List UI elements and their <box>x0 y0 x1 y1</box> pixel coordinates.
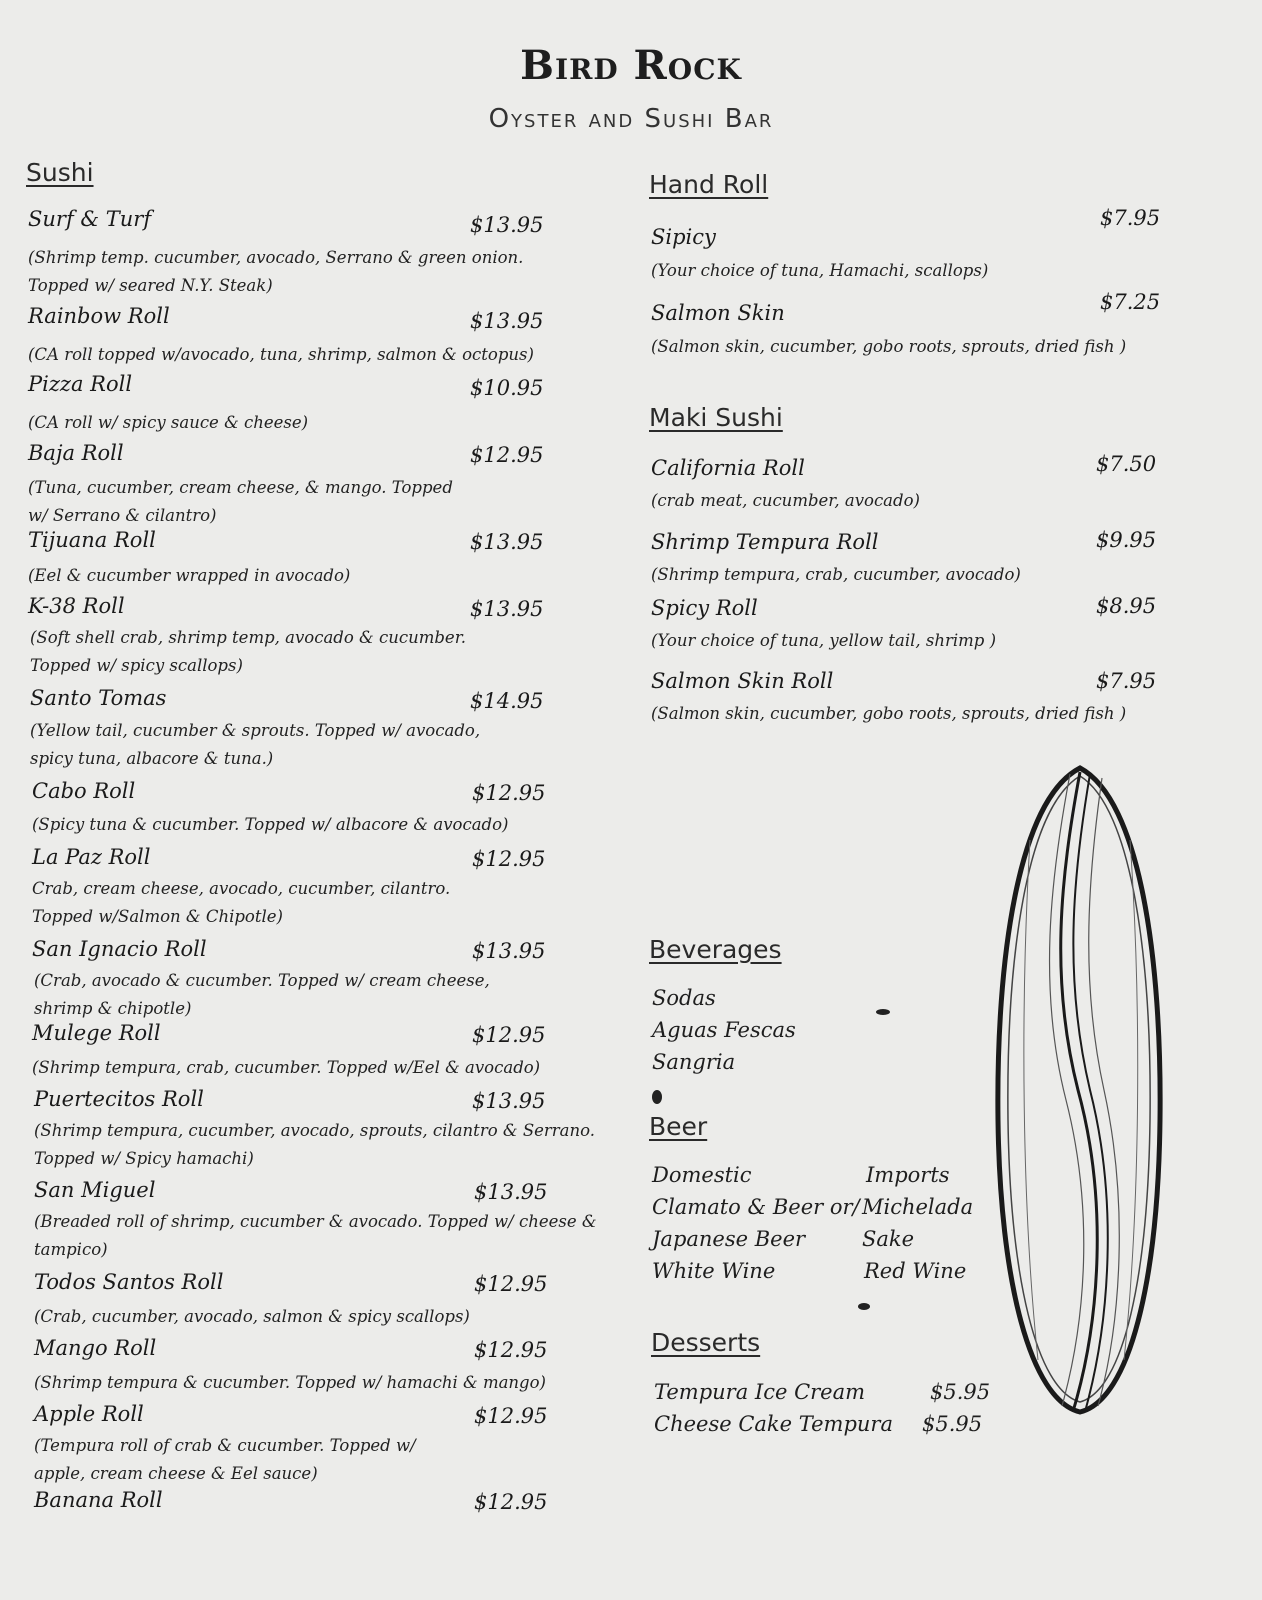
sushi-item-price: $13.95 <box>470 213 544 237</box>
sushi-item-name: Santo Tomas <box>30 686 167 710</box>
maki-item-price: $8.95 <box>1096 594 1157 618</box>
hand-roll-item-desc: (Salmon skin, cucumber, gobo roots, sprouts, dried fish ) <box>651 337 1127 356</box>
restaurant-title: Bird Rock <box>520 42 742 89</box>
maki-item-price: $9.95 <box>1096 528 1157 552</box>
maki-item-desc: (Shrimp tempura, crab, cucumber, avocado) <box>651 565 1021 584</box>
sushi-item-name: Mulege Roll <box>32 1021 161 1045</box>
maki-item-name: Spicy Roll <box>651 596 758 620</box>
maki-item-name: Salmon Skin Roll <box>651 669 834 693</box>
dessert-item-name: Cheese Cake Tempura <box>654 1412 893 1436</box>
sushi-item-name: K-38 Roll <box>28 594 125 618</box>
sushi-item-name: Baja Roll <box>28 441 124 465</box>
maki-item-name: Shrimp Tempura Roll <box>651 530 879 554</box>
sushi-item-name: Tijuana Roll <box>28 528 156 552</box>
sushi-item-desc: (Breaded roll of shrimp, cucumber & avocado. Topped w/ cheese & tampico) <box>34 1212 597 1259</box>
sushi-item-desc: (Spicy tuna & cucumber. Topped w/ albacore & avocado) <box>32 815 509 834</box>
ink-speck <box>652 1090 662 1104</box>
sushi-item-price: $13.95 <box>470 309 544 333</box>
sushi-item-desc: Crab, cream cheese, avocado, cucumber, cilantro. Topped w/Salmon & Chipotle) <box>32 879 451 926</box>
sushi-item-price: $12.95 <box>474 1490 548 1514</box>
desserts-heading: Desserts <box>651 1328 761 1357</box>
sushi-item-price: $13.95 <box>474 1180 548 1204</box>
beer-heading: Beer <box>649 1112 708 1141</box>
sushi-item-desc: (Shrimp tempura, cucumber, avocado, sprouts, cilantro & Serrano. Topped w/ Spicy hamachi) <box>34 1121 596 1168</box>
beverages-heading: Beverages <box>649 935 782 964</box>
sushi-item-desc: (Eel & cucumber wrapped in avocado) <box>28 566 351 585</box>
sushi-item-price: $13.95 <box>470 597 544 621</box>
sushi-item-desc: (Shrimp tempura, crab, cucumber. Topped w/Eel & avocado) <box>32 1058 541 1077</box>
sushi-item-price: $12.95 <box>472 781 546 805</box>
hand-roll-item-price: $7.95 <box>1100 206 1161 230</box>
sushi-item-desc: (Tuna, cucumber, cream cheese, & mango. Topped w/ Serrano & cilantro) <box>28 478 453 525</box>
hand-roll-item-desc: (Your choice of tuna, Hamachi, scallops) <box>651 261 989 280</box>
sushi-item-name: San Miguel <box>34 1178 156 1202</box>
hand-roll-item-name: Salmon Skin <box>651 301 785 325</box>
sushi-item-price: $10.95 <box>470 376 544 400</box>
beer-item-right: Imports <box>866 1163 950 1187</box>
dessert-item-price: $5.95 <box>922 1412 983 1436</box>
sushi-item-price: $13.95 <box>472 939 546 963</box>
beverage-item: Sodas <box>652 986 716 1010</box>
sushi-item-price: $13.95 <box>470 530 544 554</box>
sushi-item-name: La Paz Roll <box>32 845 151 869</box>
sushi-item-desc: (Tempura roll of crab & cucumber. Topped w/ apple, cream cheese & Eel sauce) <box>34 1436 416 1483</box>
maki-item-desc: (Your choice of tuna, yellow tail, shrimp ) <box>651 631 997 650</box>
surfboard-illustration <box>990 760 1170 1420</box>
dessert-item-name: Tempura Ice Cream <box>654 1380 866 1404</box>
sushi-item-price: $12.95 <box>474 1404 548 1428</box>
maki-sushi-heading: Maki Sushi <box>649 403 783 432</box>
beer-item-right: Red Wine <box>864 1259 967 1283</box>
maki-item-price: $7.95 <box>1096 669 1157 693</box>
sushi-item-desc: (CA roll topped w/avocado, tuna, shrimp, salmon & octopus) <box>28 345 534 364</box>
ink-speck <box>876 1009 890 1015</box>
sushi-item-price: $13.95 <box>472 1089 546 1113</box>
sushi-item-name: Banana Roll <box>34 1488 163 1512</box>
sushi-item-price: $12.95 <box>474 1272 548 1296</box>
sushi-item-price: $12.95 <box>474 1338 548 1362</box>
sushi-item-desc: (CA roll w/ spicy sauce & cheese) <box>28 413 309 432</box>
sushi-item-name: Todos Santos Roll <box>34 1270 224 1294</box>
beer-item-left: Japanese Beer <box>652 1227 806 1251</box>
sushi-item-desc: (Shrimp temp. cucumber, avocado, Serrano & green onion. Topped w/ seared N.Y. Steak) <box>28 248 524 295</box>
sushi-item-desc: (Shrimp tempura & cucumber. Topped w/ hamachi & mango) <box>34 1373 546 1392</box>
sushi-item-price: $12.95 <box>472 847 546 871</box>
hand-roll-heading: Hand Roll <box>649 170 769 199</box>
sushi-item-price: $14.95 <box>470 689 544 713</box>
sushi-item-name: Surf & Turf <box>28 207 152 231</box>
maki-item-desc: (crab meat, cucumber, avocado) <box>651 491 920 510</box>
hand-roll-item-name: Sipicy <box>651 225 716 249</box>
beer-item-right: Sake <box>862 1227 915 1251</box>
beer-item-left: White Wine <box>652 1259 776 1283</box>
hand-roll-item-price: $7.25 <box>1100 290 1161 314</box>
sushi-item-price: $12.95 <box>470 443 544 467</box>
sushi-item-name: Rainbow Roll <box>28 304 170 328</box>
sushi-item-desc: (Yellow tail, cucumber & sprouts. Topped w/ avocado, spicy tuna, albacore & tuna.) <box>30 721 481 768</box>
beverage-item: Sangria <box>652 1050 736 1074</box>
dessert-item-price: $5.95 <box>930 1380 991 1404</box>
sushi-item-desc: (Soft shell crab, shrimp temp, avocado & cucumber. Topped w/ spicy scallops) <box>30 628 467 675</box>
sushi-item-name: Mango Roll <box>34 1336 157 1360</box>
maki-item-price: $7.50 <box>1096 452 1157 476</box>
beer-item-left: Clamato & Beer or/ <box>652 1195 860 1219</box>
sushi-item-name: Apple Roll <box>34 1402 144 1426</box>
beverage-item: Aguas Fescas <box>652 1018 796 1042</box>
sushi-item-name: San Ignacio Roll <box>32 937 207 961</box>
sushi-item-name: Cabo Roll <box>32 779 136 803</box>
sushi-item-name: Puertecitos Roll <box>34 1087 204 1111</box>
sushi-item-price: $12.95 <box>472 1023 546 1047</box>
beer-item-right: Michelada <box>862 1195 974 1219</box>
maki-item-name: California Roll <box>651 456 805 480</box>
restaurant-subtitle: Oyster and Sushi Bar <box>488 104 774 134</box>
ink-speck <box>858 1303 870 1310</box>
sushi-item-desc: (Crab, cucumber, avocado, salmon & spicy scallops) <box>34 1307 470 1326</box>
sushi-heading: Sushi <box>26 158 94 187</box>
maki-item-desc: (Salmon skin, cucumber, gobo roots, sprouts, dried fish ) <box>651 704 1127 723</box>
sushi-item-desc: (Crab, avocado & cucumber. Topped w/ cream cheese, shrimp & chipotle) <box>34 971 490 1018</box>
sushi-item-name: Pizza Roll <box>28 372 133 396</box>
beer-item-left: Domestic <box>652 1163 752 1187</box>
